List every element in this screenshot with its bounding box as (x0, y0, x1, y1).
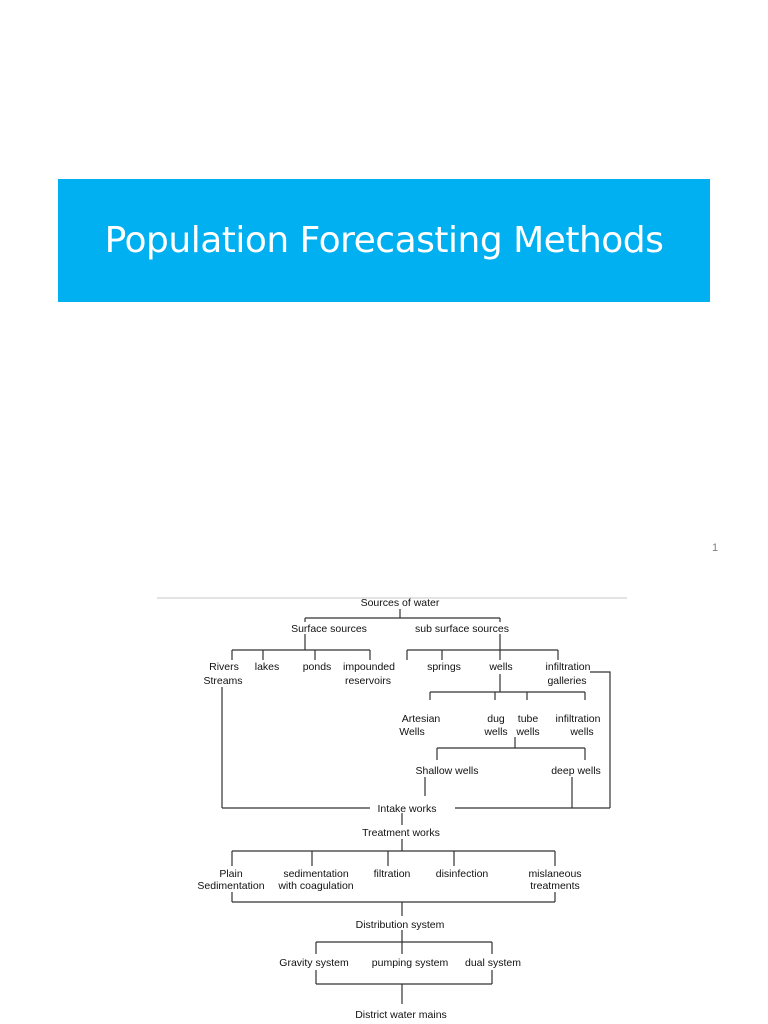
node-mislaneous: mislaneous (528, 868, 582, 880)
node-sources-of-water: Sources of water (360, 597, 440, 609)
node-dug: dug (487, 713, 505, 725)
node-district-water-mains: District water mains (355, 1009, 447, 1021)
node-lakes: lakes (254, 661, 280, 673)
node-tube-wells: wells (516, 726, 540, 738)
node-pumping-system: pumping system (371, 957, 449, 969)
node-with-coagulation: with coagulation (278, 880, 354, 892)
node-springs: springs (427, 661, 461, 673)
node-sedimentation: sedimentation (283, 868, 349, 880)
node-shallow-wells: Shallow wells (415, 765, 479, 777)
node-disinfection: disinfection (435, 868, 489, 880)
page-number: 1 (712, 542, 719, 554)
node-infiltration-galleries-line1: infiltration (545, 661, 591, 673)
node-subsurface-sources: sub surface sources (415, 623, 509, 635)
slide-title: Population Forecasting Methods (104, 220, 664, 261)
node-surface-sources: Surface sources (291, 623, 367, 635)
node-gravity-system: Gravity system (279, 957, 349, 969)
node-reservoirs: reservoirs (344, 675, 392, 687)
node-labels (197, 597, 600, 1021)
node-dug-wells: wells (484, 726, 508, 738)
node-plain: Plain (219, 868, 243, 880)
node-dual-system: dual system (464, 957, 522, 969)
node-ponds: ponds (302, 661, 332, 673)
node-artesian-wells: Wells (399, 726, 425, 738)
node-filtration: filtration (373, 868, 411, 880)
connector (590, 672, 610, 808)
node-artesian: Artesian (401, 713, 441, 725)
node-rivers: Rivers (209, 661, 239, 673)
node-infiltration-galleries-line2: galleries (547, 675, 587, 687)
node-distribution-system: Distribution system (355, 919, 445, 931)
node-impounded: impounded (343, 661, 395, 673)
node-infiltration-wells-line2: wells (570, 726, 594, 738)
node-plain-sedimentation: Sedimentation (197, 880, 265, 892)
node-streams: Streams (203, 675, 243, 687)
node-intake-works: Intake works (377, 803, 437, 815)
node-wells: wells (489, 661, 513, 673)
node-infiltration-wells-line1: infiltration (555, 713, 601, 725)
node-tube: tube (517, 713, 539, 725)
node-treatments: treatments (530, 880, 580, 892)
node-treatment-works: Treatment works (362, 827, 440, 839)
node-deep-wells: deep wells (551, 765, 601, 777)
